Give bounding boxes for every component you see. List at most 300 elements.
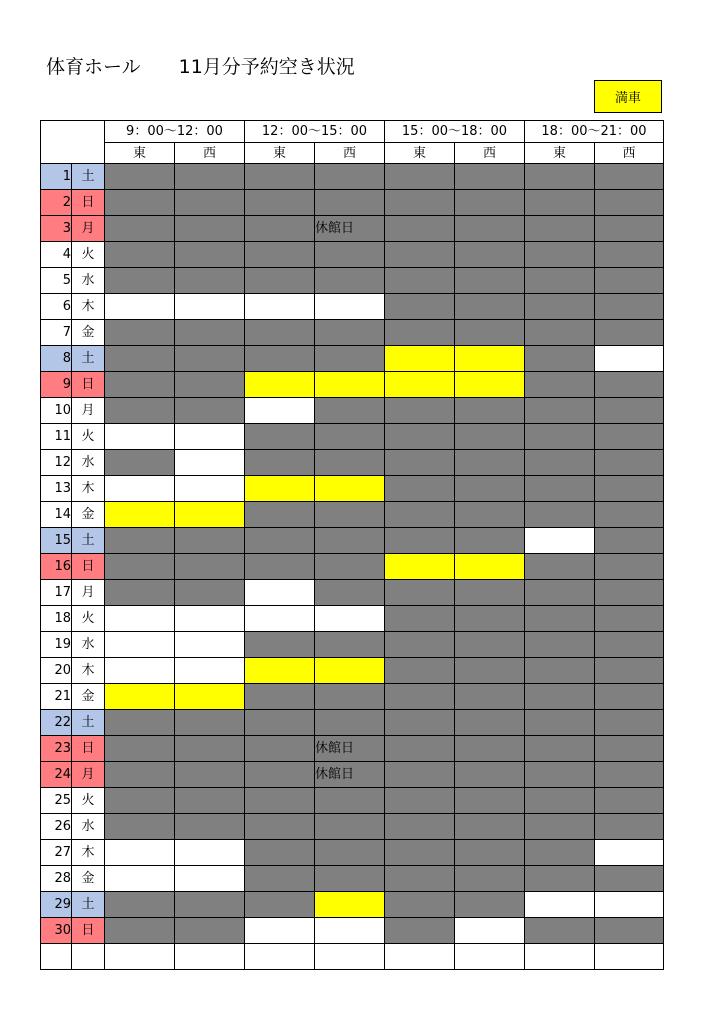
slot-cell: [175, 294, 245, 320]
slot-cell: [175, 242, 245, 268]
slot-cell: [525, 580, 595, 606]
slot-cell: [315, 294, 385, 320]
side-header: 西: [595, 143, 664, 164]
slot-cell: [525, 372, 595, 398]
day-of-week: 金: [72, 320, 105, 346]
day-number: 19: [41, 632, 72, 658]
slot-cell: [595, 944, 664, 970]
slot-cell: [455, 242, 525, 268]
table-row: [41, 476, 664, 502]
table-row: [41, 762, 664, 788]
slot-cell: [105, 502, 175, 528]
slot-cell: [105, 788, 175, 814]
slot-cell: [385, 736, 455, 762]
slot-cell: [385, 606, 455, 632]
legend-full: 満車: [594, 80, 662, 113]
day-number: 30: [41, 918, 72, 944]
slot-cell: [595, 736, 664, 762]
slot-cell: 休館日: [315, 762, 385, 788]
slot-cell: [595, 424, 664, 450]
day-number: 26: [41, 814, 72, 840]
slot-cell: [105, 762, 175, 788]
table-row: [41, 294, 664, 320]
slot-cell: [315, 242, 385, 268]
slot-cell: [595, 372, 664, 398]
slot-cell: [595, 658, 664, 684]
table-row: [41, 788, 664, 814]
day-number: 2: [41, 190, 72, 216]
slot-cell: [385, 164, 455, 190]
slot-cell: [175, 814, 245, 840]
slot-cell: [525, 762, 595, 788]
slot-cell: [315, 398, 385, 424]
slot-cell: [385, 476, 455, 502]
slot-cell: [595, 684, 664, 710]
slot-cell: [385, 684, 455, 710]
day-of-week: 水: [72, 450, 105, 476]
table-row: [41, 164, 664, 190]
slot-cell: [175, 528, 245, 554]
slot-cell: [385, 372, 455, 398]
slot-cell: [595, 762, 664, 788]
day-of-week: 水: [72, 268, 105, 294]
slot-cell: [315, 424, 385, 450]
day-number: [41, 944, 72, 970]
day-number: 23: [41, 736, 72, 762]
slot-cell: [315, 580, 385, 606]
day-number: 13: [41, 476, 72, 502]
slot-cell: [245, 242, 315, 268]
slot-cell: [595, 814, 664, 840]
slot-cell: [105, 320, 175, 346]
slot-cell: [525, 866, 595, 892]
slot-cell: [595, 918, 664, 944]
slot-cell: [245, 164, 315, 190]
slot-cell: 休館日: [315, 216, 385, 242]
slot-cell: [175, 736, 245, 762]
slot-cell: [175, 684, 245, 710]
day-of-week: 土: [72, 710, 105, 736]
table-row: [41, 736, 664, 762]
slot-cell: [525, 658, 595, 684]
slot-cell: [105, 944, 175, 970]
slot-cell: [105, 632, 175, 658]
table-row: [41, 216, 664, 242]
day-number: 7: [41, 320, 72, 346]
slot-cell: [385, 268, 455, 294]
slot-cell: [245, 580, 315, 606]
day-of-week: 日: [72, 190, 105, 216]
slot-cell: [385, 918, 455, 944]
day-number: 5: [41, 268, 72, 294]
table-row: [41, 840, 664, 866]
slot-cell: [245, 632, 315, 658]
table-row: [41, 346, 664, 372]
slot-cell: [455, 892, 525, 918]
day-of-week: 金: [72, 684, 105, 710]
slot-cell: [245, 710, 315, 736]
slot-cell: [385, 944, 455, 970]
slot-cell: [595, 164, 664, 190]
table-row: [41, 268, 664, 294]
corner-cell: [41, 121, 105, 164]
day-number: 24: [41, 762, 72, 788]
slot-cell: [105, 268, 175, 294]
slot-cell: [105, 450, 175, 476]
slot-cell: [595, 866, 664, 892]
slot-cell: [525, 450, 595, 476]
slot-cell: [385, 788, 455, 814]
slot-cell: [315, 814, 385, 840]
day-number: 11: [41, 424, 72, 450]
slot-cell: [455, 372, 525, 398]
slot-cell: [245, 736, 315, 762]
table-row: [41, 658, 664, 684]
slot-cell: [595, 502, 664, 528]
slot-cell: [315, 866, 385, 892]
slot-cell: [175, 658, 245, 684]
slot-cell: [245, 190, 315, 216]
table-row: [41, 502, 664, 528]
slot-cell: [595, 788, 664, 814]
table-row: [41, 580, 664, 606]
day-of-week: 金: [72, 866, 105, 892]
table-row: [41, 398, 664, 424]
slot-cell: [175, 606, 245, 632]
table-row: [41, 606, 664, 632]
slot-cell: [105, 372, 175, 398]
slot-cell: [175, 346, 245, 372]
slot-cell: [105, 736, 175, 762]
slot-cell: [455, 502, 525, 528]
slot-cell: [175, 580, 245, 606]
slot-cell: [315, 346, 385, 372]
slot-cell: [595, 606, 664, 632]
slot-cell: [595, 294, 664, 320]
day-of-week: 土: [72, 346, 105, 372]
slot-cell: [105, 814, 175, 840]
slot-cell: [245, 476, 315, 502]
slot-cell: [525, 294, 595, 320]
day-of-week: 木: [72, 658, 105, 684]
slot-cell: [245, 398, 315, 424]
day-of-week: 土: [72, 164, 105, 190]
table-row: [41, 632, 664, 658]
side-header: 東: [245, 143, 315, 164]
slot-cell: [595, 476, 664, 502]
table-row: [41, 554, 664, 580]
slot-cell: [455, 658, 525, 684]
slot-cell: [245, 424, 315, 450]
slot-cell: [455, 320, 525, 346]
table-row: [41, 424, 664, 450]
slot-cell: [455, 164, 525, 190]
slot-cell: [525, 684, 595, 710]
table-row: [41, 320, 664, 346]
day-number: 27: [41, 840, 72, 866]
slot-cell: [245, 866, 315, 892]
slot-header: 12：00～15：00: [245, 121, 385, 143]
slot-cell: [105, 398, 175, 424]
table-row: [41, 684, 664, 710]
slot-cell: [455, 632, 525, 658]
side-header: 東: [105, 143, 175, 164]
slot-cell: [455, 346, 525, 372]
day-of-week: 土: [72, 528, 105, 554]
day-number: 20: [41, 658, 72, 684]
slot-cell: [315, 788, 385, 814]
slot-cell: [595, 216, 664, 242]
table-row: [41, 892, 664, 918]
day-of-week: 月: [72, 580, 105, 606]
day-of-week: 日: [72, 918, 105, 944]
slot-cell: [245, 814, 315, 840]
slot-cell: [595, 242, 664, 268]
day-number: 4: [41, 242, 72, 268]
slot-cell: [595, 580, 664, 606]
slot-cell: [385, 398, 455, 424]
slot-cell: [315, 320, 385, 346]
slot-cell: [525, 892, 595, 918]
day-of-week: 日: [72, 736, 105, 762]
day-of-week: 火: [72, 242, 105, 268]
table-row: [41, 918, 664, 944]
slot-cell: [455, 788, 525, 814]
slot-cell: [105, 658, 175, 684]
slot-cell: [315, 372, 385, 398]
slot-cell: [105, 164, 175, 190]
day-number: 14: [41, 502, 72, 528]
slot-cell: [525, 554, 595, 580]
slot-cell: [385, 242, 455, 268]
slot-cell: [245, 918, 315, 944]
table-row: [41, 450, 664, 476]
day-of-week: 日: [72, 554, 105, 580]
slot-cell: [595, 398, 664, 424]
slot-cell: [385, 580, 455, 606]
slot-cell: [455, 216, 525, 242]
day-of-week: 土: [72, 892, 105, 918]
slot-cell: [315, 268, 385, 294]
slot-cell: [455, 840, 525, 866]
slot-cell: [175, 320, 245, 346]
slot-cell: [245, 762, 315, 788]
slot-cell: [595, 554, 664, 580]
slot-cell: [315, 164, 385, 190]
slot-cell: [245, 502, 315, 528]
slot-cell: [315, 606, 385, 632]
day-of-week: 水: [72, 632, 105, 658]
day-number: 1: [41, 164, 72, 190]
side-header: 西: [175, 143, 245, 164]
slot-cell: [525, 216, 595, 242]
slot-cell: [455, 684, 525, 710]
slot-cell: [385, 528, 455, 554]
day-number: 29: [41, 892, 72, 918]
header-row-slots: [41, 121, 664, 143]
slot-cell: [385, 346, 455, 372]
slot-cell: [175, 788, 245, 814]
day-number: 9: [41, 372, 72, 398]
slot-cell: [245, 528, 315, 554]
slot-cell: [245, 554, 315, 580]
slot-cell: [455, 710, 525, 736]
slot-cell: [175, 216, 245, 242]
slot-cell: [175, 762, 245, 788]
slot-cell: [455, 268, 525, 294]
slot-cell: [385, 866, 455, 892]
slot-cell: [245, 684, 315, 710]
table-row: [41, 814, 664, 840]
slot-cell: [245, 320, 315, 346]
slot-cell: [525, 918, 595, 944]
slot-cell: [175, 398, 245, 424]
slot-cell: [455, 554, 525, 580]
slot-cell: [315, 632, 385, 658]
slot-cell: [525, 710, 595, 736]
side-header: 西: [455, 143, 525, 164]
day-of-week: 木: [72, 476, 105, 502]
slot-cell: [455, 424, 525, 450]
slot-cell: [385, 424, 455, 450]
slot-cell: [525, 814, 595, 840]
slot-cell: [175, 502, 245, 528]
side-header: 西: [315, 143, 385, 164]
day-of-week: [72, 944, 105, 970]
slot-cell: [105, 866, 175, 892]
slot-cell: [175, 944, 245, 970]
slot-cell: [385, 190, 455, 216]
slot-cell: [315, 658, 385, 684]
slot-cell: [455, 866, 525, 892]
day-number: 21: [41, 684, 72, 710]
slot-cell: [455, 398, 525, 424]
slot-cell: [595, 840, 664, 866]
slot-cell: [525, 346, 595, 372]
availability-table: [40, 120, 664, 970]
slot-cell: [385, 814, 455, 840]
slot-cell: [105, 840, 175, 866]
slot-cell: [385, 554, 455, 580]
slot-cell: [525, 788, 595, 814]
slot-cell: [385, 658, 455, 684]
slot-cell: [595, 268, 664, 294]
day-of-week: 木: [72, 840, 105, 866]
table-row: [41, 710, 664, 736]
slot-cell: [175, 632, 245, 658]
slot-cell: 休館日: [315, 736, 385, 762]
slot-cell: [595, 892, 664, 918]
day-number: 22: [41, 710, 72, 736]
slot-cell: [525, 840, 595, 866]
table-row: [41, 242, 664, 268]
day-number: 3: [41, 216, 72, 242]
day-of-week: 金: [72, 502, 105, 528]
header-row-sides: [41, 143, 664, 164]
slot-cell: [385, 840, 455, 866]
slot-cell: [525, 424, 595, 450]
slot-cell: [455, 580, 525, 606]
slot-header: 9：00～12：00: [105, 121, 245, 143]
slot-cell: [525, 528, 595, 554]
slot-cell: [175, 918, 245, 944]
slot-cell: [385, 762, 455, 788]
slot-cell: [315, 684, 385, 710]
slot-cell: [315, 918, 385, 944]
slot-cell: [175, 164, 245, 190]
side-header: 東: [525, 143, 595, 164]
slot-cell: [455, 528, 525, 554]
slot-cell: [175, 476, 245, 502]
slot-cell: [175, 710, 245, 736]
day-of-week: 水: [72, 814, 105, 840]
slot-cell: [385, 502, 455, 528]
slot-header: 18：00～21：00: [525, 121, 664, 143]
slot-cell: [525, 164, 595, 190]
day-number: 10: [41, 398, 72, 424]
slot-cell: [525, 242, 595, 268]
slot-cell: [455, 944, 525, 970]
slot-cell: [315, 190, 385, 216]
day-number: 18: [41, 606, 72, 632]
day-number: 15: [41, 528, 72, 554]
table-row: [41, 944, 664, 970]
slot-cell: [455, 190, 525, 216]
slot-cell: [595, 710, 664, 736]
day-number: 6: [41, 294, 72, 320]
slot-cell: [455, 606, 525, 632]
slot-cell: [455, 814, 525, 840]
slot-cell: [105, 684, 175, 710]
slot-cell: [525, 736, 595, 762]
table-row: [41, 372, 664, 398]
slot-cell: [525, 320, 595, 346]
slot-cell: [105, 580, 175, 606]
day-of-week: 日: [72, 372, 105, 398]
slot-cell: [105, 476, 175, 502]
slot-cell: [175, 554, 245, 580]
side-header: 東: [385, 143, 455, 164]
slot-cell: [245, 268, 315, 294]
slot-cell: [595, 346, 664, 372]
slot-cell: [315, 892, 385, 918]
slot-cell: [595, 632, 664, 658]
slot-header: 15：00～18：00: [385, 121, 525, 143]
day-of-week: 火: [72, 788, 105, 814]
table-row: [41, 528, 664, 554]
page-title: 体育ホール 11月分予約空き状況: [46, 56, 355, 78]
day-number: 12: [41, 450, 72, 476]
slot-cell: [595, 528, 664, 554]
slot-cell: [175, 372, 245, 398]
day-number: 28: [41, 866, 72, 892]
slot-cell: [315, 502, 385, 528]
slot-cell: [455, 762, 525, 788]
slot-cell: [315, 840, 385, 866]
slot-cell: [105, 190, 175, 216]
slot-cell: [525, 502, 595, 528]
slot-cell: [105, 216, 175, 242]
slot-cell: [385, 710, 455, 736]
day-of-week: 月: [72, 762, 105, 788]
slot-cell: [245, 216, 315, 242]
slot-cell: [315, 944, 385, 970]
slot-cell: [525, 190, 595, 216]
slot-cell: [455, 294, 525, 320]
day-number: 16: [41, 554, 72, 580]
slot-cell: [175, 424, 245, 450]
day-of-week: 月: [72, 216, 105, 242]
